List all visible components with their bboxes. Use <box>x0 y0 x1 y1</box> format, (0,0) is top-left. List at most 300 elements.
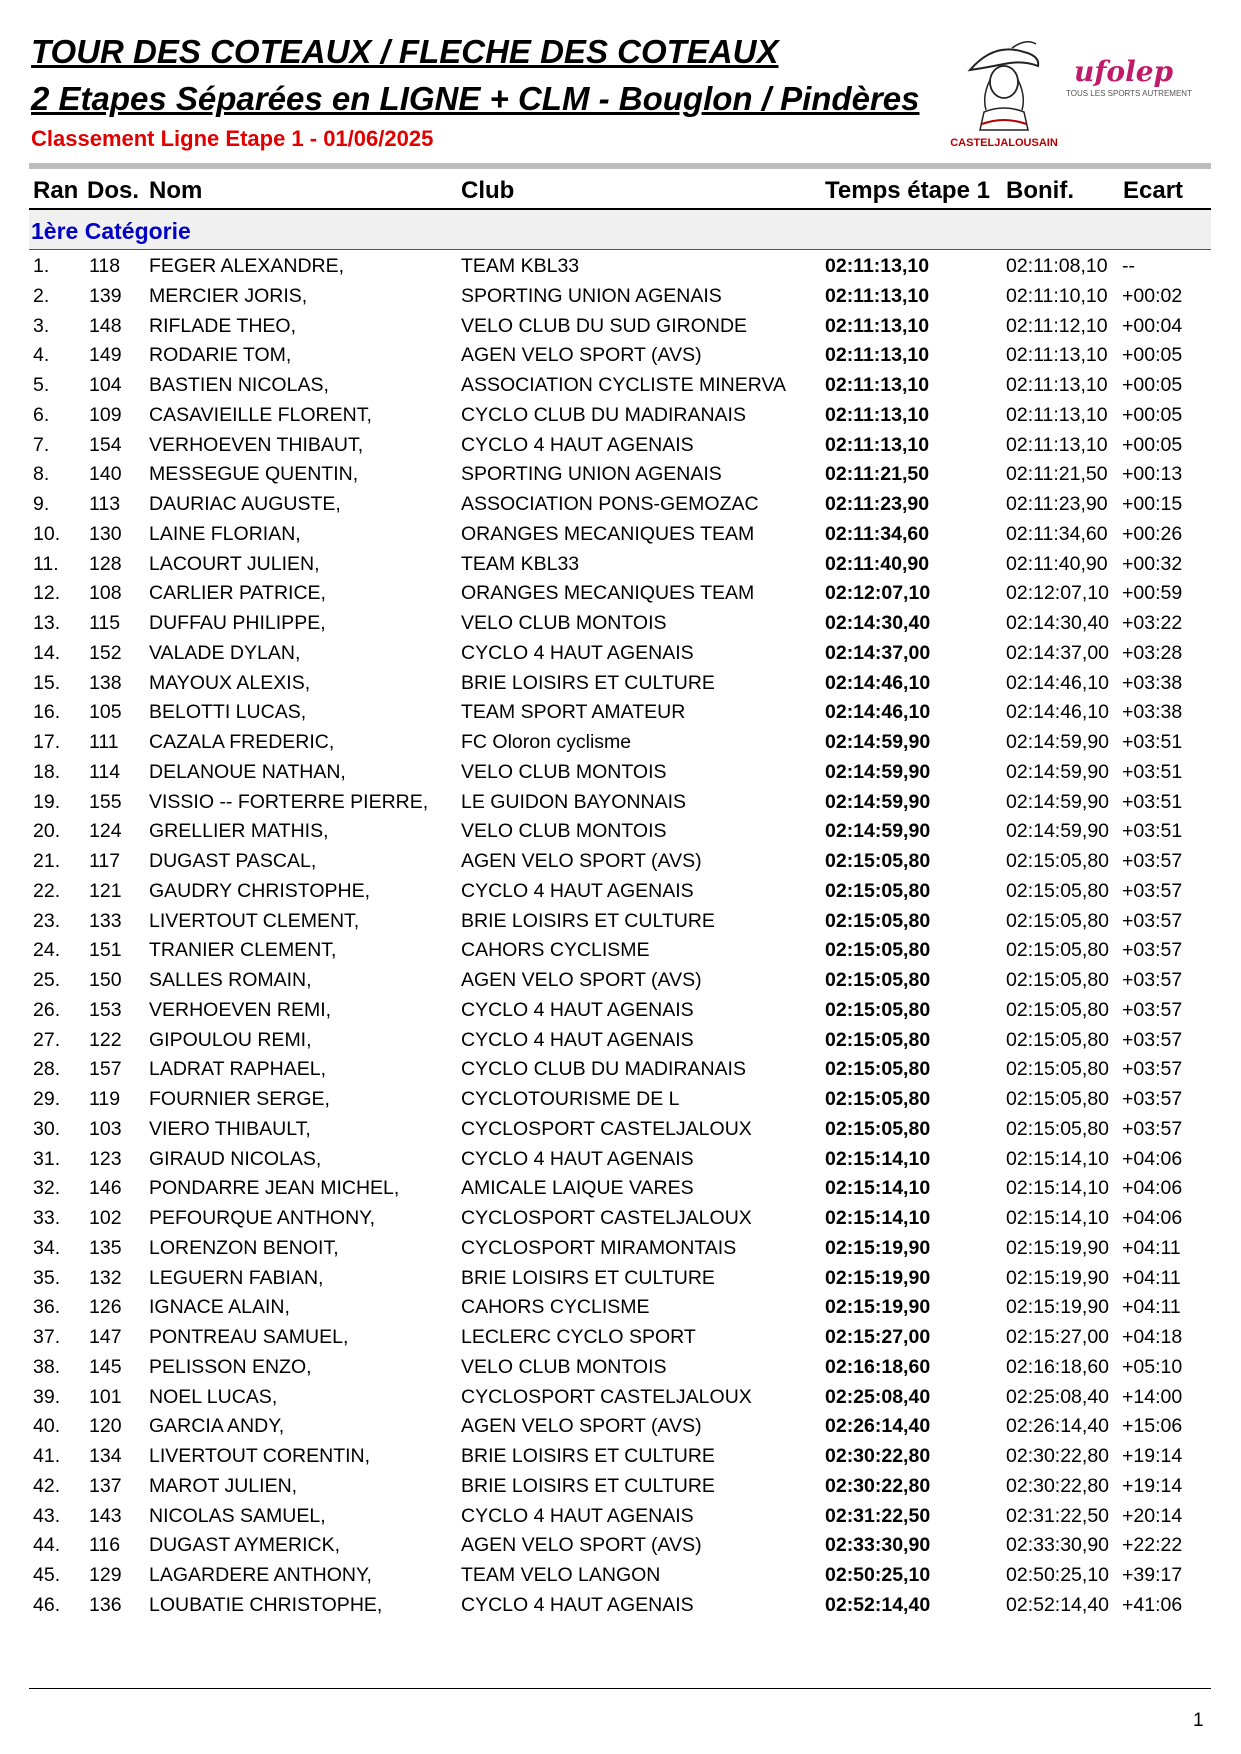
column-header-name: Nom <box>149 177 203 204</box>
gap-cell: +04:11 <box>1122 1266 1181 1289</box>
results-table <box>29 252 1211 1621</box>
club-cell: SPORTING UNION AGENAIS <box>461 463 722 486</box>
bonif-time-cell: 02:14:37,00 <box>1006 641 1110 664</box>
club-logo <box>950 40 1058 152</box>
rider-name-cell: LOUBATIE CHRISTOPHE, <box>149 1593 383 1616</box>
gap-cell: +41:06 <box>1122 1593 1183 1616</box>
rider-name-cell: CASAVIEILLE FLORENT, <box>149 403 372 426</box>
club-cell: AGEN VELO SPORT (AVS) <box>461 1415 702 1438</box>
gap-cell: +03:51 <box>1122 760 1183 783</box>
stage-time-cell: 02:15:05,80 <box>825 850 931 872</box>
column-header-bonif: Bonif. <box>1006 177 1074 204</box>
table-row <box>29 728 1211 758</box>
bonif-time-cell: 02:15:05,80 <box>1006 850 1110 872</box>
rider-name-cell: VERHOEVEN THIBAUT, <box>149 433 364 456</box>
bonif-time-cell: 02:15:19,90 <box>1006 1266 1110 1289</box>
table-row <box>29 312 1211 342</box>
dossard-cell: 136 <box>89 1593 122 1616</box>
club-cell: ORANGES MECANIQUES TEAM <box>461 582 755 605</box>
table-row <box>29 788 1211 818</box>
stage-time-cell: 02:14:59,90 <box>825 760 931 783</box>
club-cell: TEAM VELO LANGON <box>461 1564 661 1586</box>
gap-cell: +03:51 <box>1122 820 1183 843</box>
rank-cell: 27. <box>33 1028 61 1051</box>
dossard-cell: 134 <box>89 1445 122 1467</box>
dossard-cell: 117 <box>89 850 121 872</box>
rank-cell: 42. <box>33 1474 61 1497</box>
club-cell: CAHORS CYCLISME <box>461 1296 650 1319</box>
rank-cell: 10. <box>33 522 61 545</box>
bonif-time-cell: 02:15:05,80 <box>1006 998 1110 1021</box>
bonif-time-cell: 02:15:05,80 <box>1006 1117 1110 1140</box>
stage-time-cell: 02:14:59,90 <box>825 790 931 813</box>
dossard-cell: 102 <box>89 1207 122 1229</box>
dossard-cell: 152 <box>89 641 122 664</box>
bonif-time-cell: 02:14:46,10 <box>1006 701 1110 724</box>
table-row <box>29 282 1211 312</box>
table-row <box>29 1204 1211 1234</box>
stage-time-cell: 02:14:59,90 <box>825 731 931 753</box>
gap-cell: +03:57 <box>1122 998 1183 1021</box>
table-row <box>29 966 1211 996</box>
stage-time-cell: 02:15:19,90 <box>825 1266 931 1289</box>
table-row <box>29 1026 1211 1056</box>
stage-time-cell: 02:14:30,40 <box>825 612 931 634</box>
dossard-cell: 104 <box>89 374 122 396</box>
table-row <box>29 1323 1211 1353</box>
dossard-cell: 116 <box>89 1534 121 1557</box>
table-row <box>29 1174 1211 1204</box>
club-cell: CYCLO 4 HAUT AGENAIS <box>461 1593 694 1616</box>
dossard-cell: 147 <box>89 1326 122 1348</box>
gap-cell: -- <box>1122 255 1135 277</box>
rank-cell: 2. <box>33 284 50 307</box>
dossard-cell: 143 <box>89 1504 122 1527</box>
table-row <box>29 1383 1211 1413</box>
rider-name-cell: VISSIO -- FORTERRE PIERRE, <box>149 790 429 813</box>
stage-time-cell: 02:11:13,10 <box>825 374 930 396</box>
club-cell: SPORTING UNION AGENAIS <box>461 284 722 307</box>
dossard-cell: 120 <box>89 1415 122 1438</box>
gap-cell: +03:22 <box>1122 612 1183 634</box>
gap-cell: +00:13 <box>1122 463 1183 486</box>
rank-cell: 4. <box>33 344 50 367</box>
bonif-time-cell: 02:11:13,10 <box>1006 374 1108 396</box>
club-logo-caption: CASTELJALOUSAIN <box>950 137 1058 149</box>
dossard-cell: 132 <box>89 1266 122 1289</box>
stage-time-cell: 02:15:05,80 <box>825 1117 931 1140</box>
table-row <box>29 460 1211 490</box>
gap-cell: +00:32 <box>1122 552 1183 575</box>
rank-cell: 22. <box>33 879 61 902</box>
bonif-time-cell: 02:14:59,90 <box>1006 760 1110 783</box>
gap-cell: +03:57 <box>1122 969 1183 991</box>
table-row <box>29 1264 1211 1294</box>
dossard-cell: 119 <box>89 1088 121 1110</box>
gap-cell: +05:10 <box>1122 1355 1183 1378</box>
dossard-cell: 123 <box>89 1147 122 1170</box>
dossard-cell: 108 <box>89 582 122 605</box>
club-cell: BRIE LOISIRS ET CULTURE <box>461 1474 715 1497</box>
rider-name-cell: MESSEGUE QUENTIN, <box>149 463 359 486</box>
bonif-time-cell: 02:33:30,90 <box>1006 1534 1110 1557</box>
club-cell: CYCLO 4 HAUT AGENAIS <box>461 998 694 1021</box>
dossard-cell: 135 <box>89 1236 122 1259</box>
table-row <box>29 1531 1211 1561</box>
rider-name-cell: DUGAST AYMERICK, <box>149 1534 341 1557</box>
club-cell: CYCLO CLUB DU MADIRANAIS <box>461 1058 746 1081</box>
rider-name-cell: LAGARDERE ANTHONY, <box>149 1564 372 1586</box>
page-number: 1 <box>1193 1710 1204 1731</box>
bonif-time-cell: 02:26:14,40 <box>1006 1415 1110 1438</box>
dossard-cell: 151 <box>89 939 122 962</box>
table-row <box>29 252 1211 282</box>
dossard-cell: 114 <box>89 760 121 783</box>
rank-cell: 26. <box>33 998 61 1021</box>
bonif-time-cell: 02:15:19,90 <box>1006 1236 1110 1259</box>
rank-cell: 19. <box>33 790 61 813</box>
bonif-time-cell: 02:15:14,10 <box>1006 1147 1110 1170</box>
stage-time-cell: 02:15:05,80 <box>825 1088 931 1110</box>
rider-name-cell: LACOURT JULIEN, <box>149 552 320 575</box>
table-row <box>29 698 1211 728</box>
bonif-time-cell: 02:11:13,10 <box>1006 433 1108 456</box>
stage-time-cell: 02:15:05,80 <box>825 969 931 991</box>
gap-cell: +03:38 <box>1122 701 1183 724</box>
document-title: TOUR DES COTEAUX / FLECHE DES COTEAUX <box>31 33 779 70</box>
rank-cell: 15. <box>33 671 61 694</box>
rider-name-cell: GAUDRY CHRISTOPHE, <box>149 879 371 902</box>
bonif-time-cell: 02:14:59,90 <box>1006 790 1110 813</box>
bonif-time-cell: 02:11:23,90 <box>1006 493 1108 515</box>
rank-cell: 29. <box>33 1088 61 1110</box>
bonif-time-cell: 02:14:59,90 <box>1006 731 1110 753</box>
table-row <box>29 877 1211 907</box>
rank-cell: 43. <box>33 1504 61 1527</box>
club-cell: TEAM KBL33 <box>461 255 580 277</box>
stage-time-cell: 02:15:27,00 <box>825 1326 931 1348</box>
gap-cell: +04:11 <box>1122 1236 1181 1259</box>
stage-time-cell: 02:15:05,80 <box>825 939 931 962</box>
rank-cell: 37. <box>33 1326 61 1348</box>
club-cell: CYCLO 4 HAUT AGENAIS <box>461 1147 694 1170</box>
rider-name-cell: BELOTTI LUCAS, <box>149 701 307 724</box>
stage-time-cell: 02:50:25,10 <box>825 1564 931 1586</box>
table-row <box>29 1412 1211 1442</box>
club-cell: AGEN VELO SPORT (AVS) <box>461 344 702 367</box>
stage-time-cell: 02:15:19,90 <box>825 1236 931 1259</box>
stage-time-cell: 02:11:13,10 <box>825 344 930 367</box>
club-cell: AGEN VELO SPORT (AVS) <box>461 1534 702 1557</box>
rider-name-cell: DAURIAC AUGUSTE, <box>149 493 341 515</box>
club-cell: VELO CLUB MONTOIS <box>461 1355 667 1378</box>
stage-time-cell: 02:15:05,80 <box>825 879 931 902</box>
club-cell: BRIE LOISIRS ET CULTURE <box>461 1445 715 1467</box>
bonif-time-cell: 02:25:08,40 <box>1006 1385 1110 1408</box>
gap-cell: +03:57 <box>1122 850 1183 872</box>
stage-time-cell: 02:15:19,90 <box>825 1296 931 1319</box>
rider-name-cell: RIFLADE THEO, <box>149 314 297 337</box>
document-subtitle: 2 Etapes Séparées en LIGNE + CLM - Bouglon / Pindères <box>31 80 920 117</box>
rider-name-cell: NOEL LUCAS, <box>149 1385 278 1408</box>
gap-cell: +00:59 <box>1122 582 1183 605</box>
rank-cell: 21. <box>33 850 61 872</box>
rider-name-cell: SALLES ROMAIN, <box>149 969 312 991</box>
bonif-time-cell: 02:14:59,90 <box>1006 820 1110 843</box>
footer-rule <box>29 1688 1211 1689</box>
stage-time-cell: 02:14:59,90 <box>825 820 931 843</box>
club-cell: TEAM KBL33 <box>461 552 580 575</box>
club-cell: LE GUIDON BAYONNAIS <box>461 790 687 813</box>
header-top-rule <box>29 163 1211 169</box>
rank-cell: 38. <box>33 1355 61 1378</box>
bonif-time-cell: 02:52:14,40 <box>1006 1593 1110 1616</box>
rank-cell: 1. <box>33 255 50 277</box>
gap-cell: +14:00 <box>1122 1385 1183 1408</box>
table-row <box>29 1561 1211 1591</box>
gap-cell: +00:26 <box>1122 522 1183 545</box>
rank-cell: 16. <box>33 701 61 724</box>
stage-time-cell: 02:11:13,10 <box>825 403 930 426</box>
rider-name-cell: DUFFAU PHILIPPE, <box>149 612 326 634</box>
stage-time-cell: 02:15:05,80 <box>825 1058 931 1081</box>
table-row <box>29 936 1211 966</box>
gap-cell: +03:57 <box>1122 879 1183 902</box>
dossard-cell: 128 <box>89 552 122 575</box>
table-row <box>29 341 1211 371</box>
rider-name-cell: DUGAST PASCAL, <box>149 850 317 872</box>
dossard-cell: 140 <box>89 463 122 486</box>
bonif-time-cell: 02:11:13,10 <box>1006 403 1108 426</box>
dossard-cell: 155 <box>89 790 122 813</box>
bonif-time-cell: 02:16:18,60 <box>1006 1355 1110 1378</box>
stage-time-cell: 02:14:37,00 <box>825 641 931 664</box>
rank-cell: 20. <box>33 820 61 843</box>
bonif-time-cell: 02:15:05,80 <box>1006 1058 1110 1081</box>
gap-cell: +04:06 <box>1122 1147 1183 1170</box>
rider-name-cell: VERHOEVEN REMI, <box>149 998 332 1021</box>
gap-cell: +00:02 <box>1122 284 1183 307</box>
gap-cell: +03:57 <box>1122 939 1183 962</box>
dossard-cell: 153 <box>89 998 122 1021</box>
bonif-time-cell: 02:11:10,10 <box>1006 284 1108 307</box>
rider-name-cell: PONDARRE JEAN MICHEL, <box>149 1177 400 1200</box>
dossard-cell: 111 <box>89 731 119 753</box>
club-cell: AGEN VELO SPORT (AVS) <box>461 969 702 991</box>
stage-time-cell: 02:12:07,10 <box>825 582 931 605</box>
stage-time-cell: 02:11:23,90 <box>825 493 930 515</box>
rider-name-cell: PONTREAU SAMUEL, <box>149 1326 349 1348</box>
rider-name-cell: MAROT JULIEN, <box>149 1474 298 1497</box>
bonif-time-cell: 02:15:05,80 <box>1006 909 1110 932</box>
rider-name-cell: MERCIER JORIS, <box>149 284 308 307</box>
column-header-club: Club <box>461 177 515 204</box>
club-cell: CYCLO 4 HAUT AGENAIS <box>461 1028 694 1051</box>
stage-time-cell: 02:33:30,90 <box>825 1534 931 1557</box>
stage-time-cell: 02:15:14,10 <box>825 1177 931 1200</box>
gap-cell: +22:22 <box>1122 1534 1183 1557</box>
rider-name-cell: FOURNIER SERGE, <box>149 1088 330 1110</box>
rider-name-cell: DELANOUE NATHAN, <box>149 760 346 783</box>
rank-cell: 32. <box>33 1177 61 1200</box>
table-row <box>29 609 1211 639</box>
club-cell: CYCLOSPORT CASTELJALOUX <box>461 1207 752 1229</box>
table-row <box>29 490 1211 520</box>
gap-cell: +19:14 <box>1122 1445 1183 1467</box>
rider-name-cell: BASTIEN NICOLAS, <box>149 374 329 396</box>
bonif-time-cell: 02:30:22,80 <box>1006 1474 1110 1497</box>
rank-cell: 5. <box>33 374 50 396</box>
rank-cell: 40. <box>33 1415 61 1438</box>
dossard-cell: 154 <box>89 433 122 456</box>
rank-cell: 25. <box>33 969 61 991</box>
gap-cell: +04:11 <box>1122 1296 1181 1319</box>
bonif-time-cell: 02:11:08,10 <box>1006 255 1108 277</box>
ranking-title: Classement Ligne Etape 1 - 01/06/2025 <box>31 126 434 151</box>
stage-time-cell: 02:11:34,60 <box>825 522 930 545</box>
rider-name-cell: TRANIER CLEMENT, <box>149 939 337 962</box>
dossard-cell: 150 <box>89 969 122 991</box>
rider-name-cell: NICOLAS SAMUEL, <box>149 1504 326 1527</box>
dossard-cell: 139 <box>89 284 122 307</box>
gap-cell: +00:05 <box>1122 403 1183 426</box>
rider-name-cell: VIERO THIBAULT, <box>149 1117 311 1140</box>
dossard-cell: 109 <box>89 403 122 426</box>
table-row <box>29 1055 1211 1085</box>
column-header-rank: Ran <box>33 177 79 204</box>
dossard-cell: 105 <box>89 701 122 724</box>
dossard-cell: 101 <box>89 1385 122 1408</box>
rider-name-cell: GARCIA ANDY, <box>149 1415 285 1438</box>
musketeer-logo-icon <box>964 40 1044 136</box>
stage-time-cell: 02:30:22,80 <box>825 1445 931 1467</box>
stage-time-cell: 02:11:13,10 <box>825 433 930 456</box>
table-row <box>29 639 1211 669</box>
table-row <box>29 996 1211 1026</box>
club-cell: BRIE LOISIRS ET CULTURE <box>461 671 715 694</box>
table-row <box>29 1502 1211 1532</box>
table-row <box>29 431 1211 461</box>
club-cell: CAHORS CYCLISME <box>461 939 650 962</box>
bonif-time-cell: 02:12:07,10 <box>1006 582 1110 605</box>
table-row <box>29 1472 1211 1502</box>
dossard-cell: 137 <box>89 1474 122 1497</box>
bonif-time-cell: 02:15:05,80 <box>1006 969 1110 991</box>
rank-cell: 28. <box>33 1058 61 1081</box>
gap-cell: +03:57 <box>1122 1028 1183 1051</box>
club-cell: CYCLOTOURISME DE L <box>461 1088 680 1110</box>
dossard-cell: 118 <box>89 255 121 277</box>
stage-time-cell: 02:11:13,10 <box>825 284 930 307</box>
club-cell: CYCLO 4 HAUT AGENAIS <box>461 879 694 902</box>
dossard-cell: 122 <box>89 1028 122 1051</box>
club-cell: CYCLOSPORT CASTELJALOUX <box>461 1385 752 1408</box>
rank-cell: 7. <box>33 433 50 456</box>
table-row <box>29 1234 1211 1264</box>
table-row <box>29 907 1211 937</box>
rank-cell: 9. <box>33 493 50 515</box>
bonif-time-cell: 02:15:05,80 <box>1006 1088 1110 1110</box>
gap-cell: +00:05 <box>1122 374 1183 396</box>
table-row <box>29 1353 1211 1383</box>
club-cell: ASSOCIATION CYCLISTE MINERVA <box>461 374 787 396</box>
gap-cell: +03:51 <box>1122 731 1183 753</box>
rank-cell: 8. <box>33 463 50 486</box>
bonif-time-cell: 02:11:34,60 <box>1006 522 1108 545</box>
rider-name-cell: LAINE FLORIAN, <box>149 522 301 545</box>
dossard-cell: 124 <box>89 820 122 843</box>
dossard-cell: 113 <box>89 493 121 515</box>
gap-cell: +00:15 <box>1122 493 1183 515</box>
stage-time-cell: 02:14:46,10 <box>825 671 931 694</box>
rider-name-cell: VALADE DYLAN, <box>149 641 301 664</box>
stage-time-cell: 02:11:21,50 <box>825 463 930 486</box>
dossard-cell: 129 <box>89 1564 122 1586</box>
club-cell: FC Oloron cyclisme <box>461 731 632 753</box>
table-row <box>29 669 1211 699</box>
stage-time-cell: 02:14:46,10 <box>825 701 931 724</box>
table-row <box>29 401 1211 431</box>
club-cell: TEAM SPORT AMATEUR <box>461 701 686 724</box>
dossard-cell: 146 <box>89 1177 122 1200</box>
rider-name-cell: CAZALA FREDERIC, <box>149 731 335 753</box>
rider-name-cell: LEGUERN FABIAN, <box>149 1266 324 1289</box>
column-header-time: Temps étape 1 <box>825 177 990 204</box>
rank-cell: 31. <box>33 1147 61 1170</box>
gap-cell: +03:57 <box>1122 909 1183 932</box>
rider-name-cell: LIVERTOUT CLEMENT, <box>149 909 360 932</box>
bonif-time-cell: 02:14:30,40 <box>1006 612 1110 634</box>
bonif-time-cell: 02:15:05,80 <box>1006 939 1110 962</box>
table-row <box>29 1115 1211 1145</box>
gap-cell: +04:06 <box>1122 1207 1183 1229</box>
rider-name-cell: IGNACE ALAIN, <box>149 1296 290 1319</box>
rider-name-cell: LORENZON BENOIT, <box>149 1236 339 1259</box>
bonif-time-cell: 02:15:05,80 <box>1006 1028 1110 1051</box>
rider-name-cell: FEGER ALEXANDRE, <box>149 255 345 277</box>
rank-cell: 14. <box>33 641 61 664</box>
gap-cell: +00:05 <box>1122 433 1183 456</box>
dossard-cell: 149 <box>89 344 122 367</box>
table-row <box>29 817 1211 847</box>
rank-cell: 35. <box>33 1266 61 1289</box>
rank-cell: 36. <box>33 1296 61 1319</box>
dossard-cell: 148 <box>89 314 122 337</box>
rank-cell: 24. <box>33 939 61 962</box>
stage-time-cell: 02:26:14,40 <box>825 1415 931 1438</box>
gap-cell: +39:17 <box>1122 1564 1183 1586</box>
rider-name-cell: LIVERTOUT CORENTIN, <box>149 1445 371 1467</box>
club-cell: CYCLO 4 HAUT AGENAIS <box>461 1504 694 1527</box>
rank-cell: 18. <box>33 760 61 783</box>
club-cell: VELO CLUB DU SUD GIRONDE <box>461 314 748 337</box>
stage-time-cell: 02:15:05,80 <box>825 1028 931 1051</box>
bonif-time-cell: 02:11:40,90 <box>1006 552 1108 575</box>
stage-time-cell: 02:30:22,80 <box>825 1474 931 1497</box>
column-header-ecart: Ecart <box>1123 177 1184 204</box>
rank-cell: 45. <box>33 1564 61 1586</box>
bonif-time-cell: 02:11:13,10 <box>1006 344 1108 367</box>
stage-time-cell: 02:15:14,10 <box>825 1207 931 1229</box>
gap-cell: +04:18 <box>1122 1326 1183 1348</box>
gap-cell: +03:57 <box>1122 1117 1183 1140</box>
rider-name-cell: GIRAUD NICOLAS, <box>149 1147 322 1170</box>
stage-time-cell: 02:31:22,50 <box>825 1504 931 1527</box>
bonif-time-cell: 02:31:22,50 <box>1006 1504 1110 1527</box>
rider-name-cell: MAYOUX ALEXIS, <box>149 671 311 694</box>
club-cell: ASSOCIATION PONS-GEMOZAC <box>461 493 759 515</box>
rank-cell: 23. <box>33 909 61 932</box>
